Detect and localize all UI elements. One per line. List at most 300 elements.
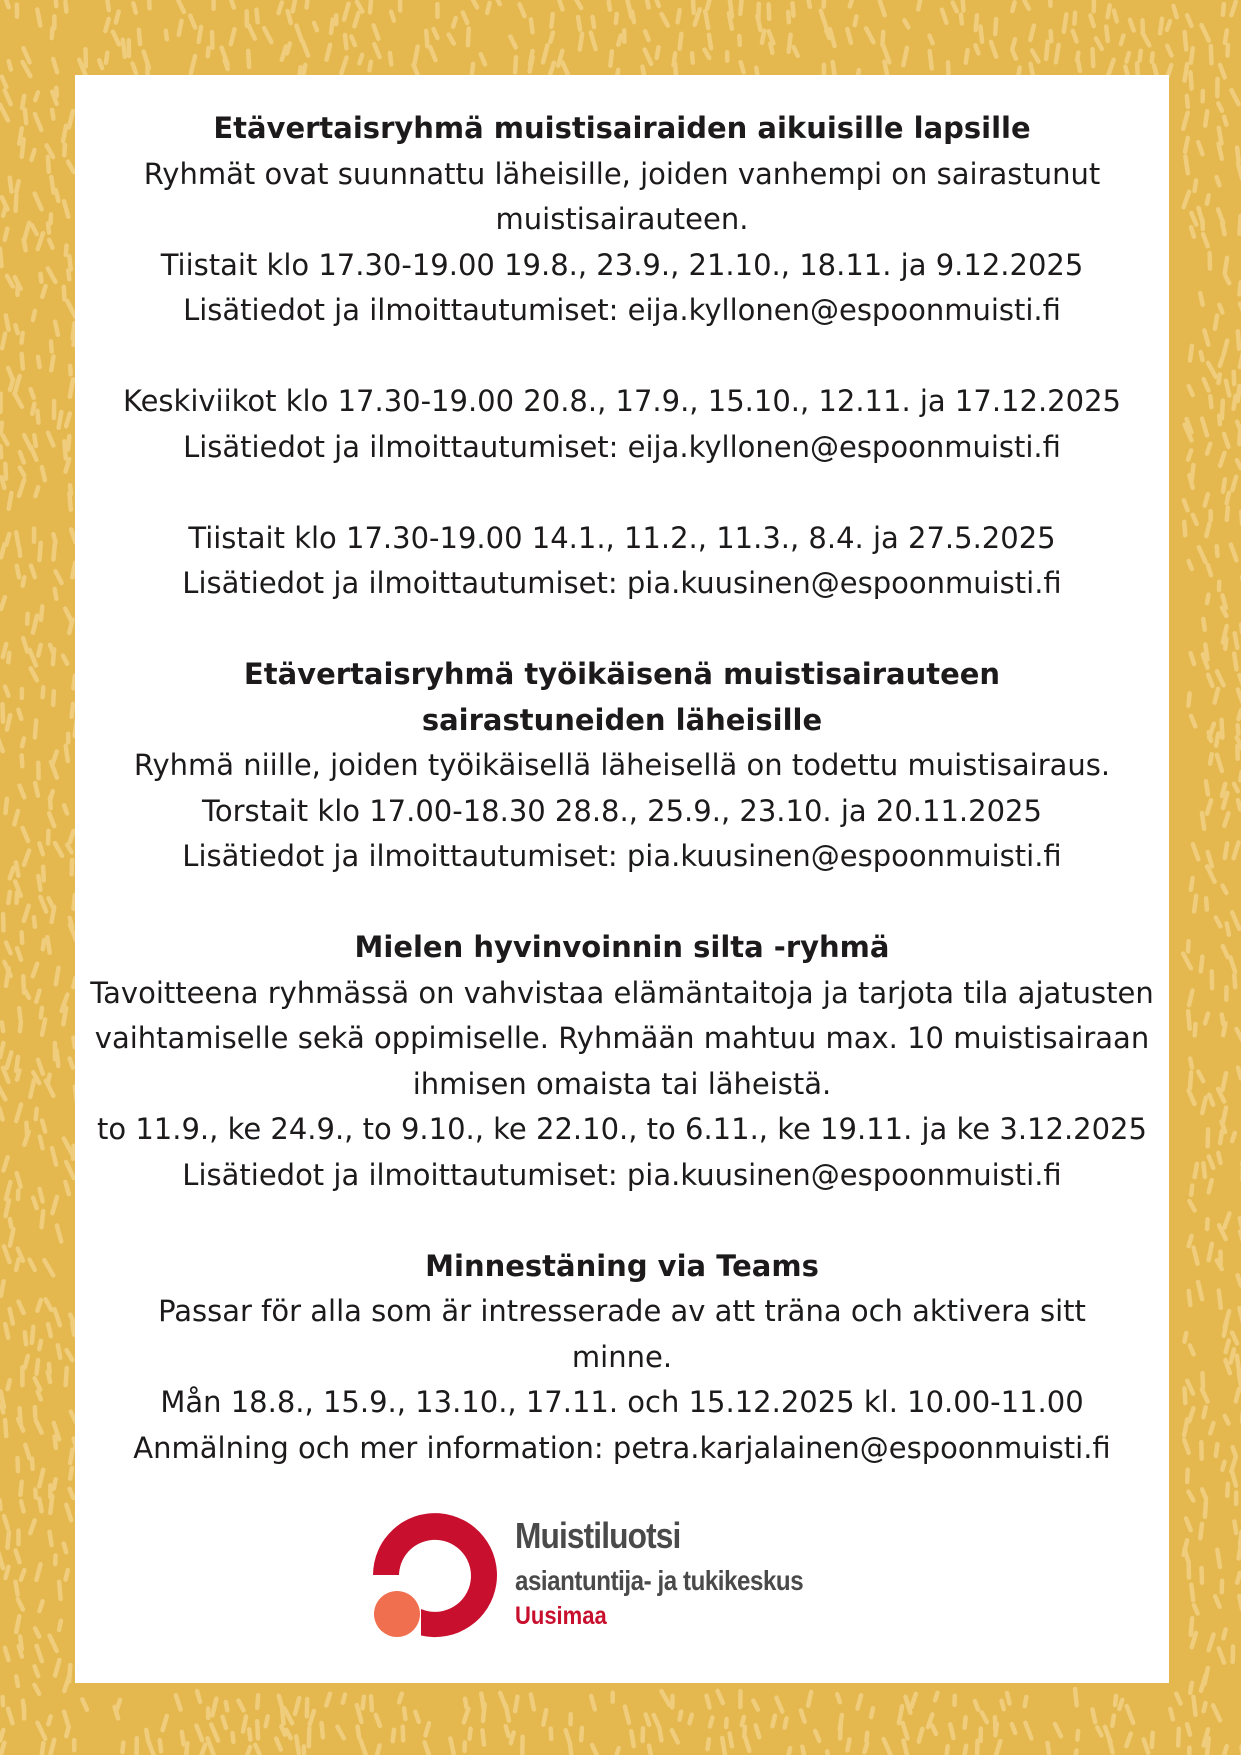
pattern-dash bbox=[769, 4, 770, 19]
pattern-dash bbox=[1234, 654, 1236, 670]
pattern-dash bbox=[65, 2, 66, 12]
pattern-dash bbox=[1210, 754, 1212, 764]
pattern-dash bbox=[51, 341, 52, 351]
pattern-dash bbox=[377, 1745, 380, 1755]
pattern-dash bbox=[1050, 0, 1051, 6]
pattern-dash bbox=[1185, 32, 1187, 50]
pattern-dash bbox=[1051, 31, 1052, 41]
pattern-dash bbox=[64, 287, 65, 300]
pattern-dash bbox=[847, 1739, 849, 1750]
pattern-dash bbox=[1222, 223, 1224, 234]
pattern-dash bbox=[531, 1694, 534, 1709]
pattern-dash bbox=[708, 1739, 709, 1749]
logo-region: Uusimaa bbox=[515, 1602, 607, 1630]
pattern-dash bbox=[1185, 157, 1188, 174]
pattern-dash bbox=[963, 0, 964, 11]
pattern-dash bbox=[1025, 1697, 1027, 1706]
session-schedule: Tiistait klo 17.30-19.00 14.1., 11.2., 11.3., 8.4. ja 27.5.2025 bbox=[188, 520, 1056, 555]
section-description: Ryhmä niille, joiden työikäisellä läheisellä on todettu muistisairaus. bbox=[133, 748, 1111, 782]
pattern-dash bbox=[678, 10, 680, 22]
pattern-dash bbox=[6, 799, 7, 813]
pattern-dash bbox=[1188, 941, 1189, 951]
pattern-dash bbox=[977, 1741, 978, 1755]
pattern-dash bbox=[287, 43, 290, 53]
pattern-dash bbox=[5, 464, 6, 479]
pattern-dash bbox=[296, 1736, 299, 1753]
pattern-dash bbox=[1193, 1697, 1195, 1715]
pattern-dash bbox=[63, 126, 66, 142]
pattern-dash bbox=[550, 33, 553, 42]
pattern-dash bbox=[27, 614, 28, 624]
pattern-dash bbox=[1154, 65, 1157, 74]
pattern-dash bbox=[1185, 1388, 1186, 1403]
pattern-dash bbox=[0, 446, 1, 457]
pattern-dash bbox=[884, 62, 887, 76]
pattern-dash bbox=[16, 1582, 18, 1595]
pattern-dash bbox=[51, 177, 53, 193]
pattern-dash bbox=[38, 1392, 41, 1400]
pattern-dash bbox=[42, 1121, 45, 1132]
pattern-dash bbox=[1210, 1423, 1213, 1433]
pattern-dash bbox=[35, 92, 38, 100]
pattern-dash bbox=[1191, 227, 1194, 237]
pattern-dash bbox=[293, 0, 296, 11]
pattern-dash bbox=[48, 223, 49, 232]
pattern-dash bbox=[680, 1712, 682, 1720]
pattern-dash bbox=[772, 1716, 775, 1727]
pattern-dash bbox=[40, 274, 41, 282]
pattern-dash bbox=[322, 1723, 323, 1737]
pattern-dash bbox=[1112, 1716, 1114, 1726]
pattern-dash bbox=[225, 60, 228, 69]
pattern-dash bbox=[6, 1567, 9, 1578]
pattern-dash bbox=[470, 1729, 471, 1739]
pattern-dash bbox=[139, 30, 140, 44]
pattern-dash bbox=[37, 411, 38, 423]
pattern-dash bbox=[981, 27, 983, 42]
pattern-dash bbox=[610, 51, 612, 65]
pattern-dash bbox=[1195, 1164, 1197, 1177]
pattern-dash bbox=[32, 1459, 33, 1469]
logo-dot-shape bbox=[374, 1591, 420, 1637]
pattern-dash bbox=[6, 534, 9, 545]
pattern-dash bbox=[1092, 1709, 1095, 1722]
pattern-dash bbox=[59, 1582, 61, 1599]
pattern-dash bbox=[1206, 781, 1208, 794]
pattern-dash bbox=[69, 620, 72, 633]
pattern-dash bbox=[426, 31, 427, 47]
pattern-dash bbox=[48, 1324, 51, 1336]
pattern-dash bbox=[40, 1601, 43, 1611]
pattern-dash bbox=[1185, 138, 1188, 152]
pattern-dash bbox=[186, 1743, 187, 1755]
pattern-dash bbox=[0, 1730, 3, 1741]
pattern-dash bbox=[1121, 36, 1124, 45]
pattern-dash bbox=[1223, 479, 1225, 491]
pattern-dash bbox=[840, 1721, 841, 1738]
pattern-dash bbox=[1201, 352, 1203, 360]
pattern-dash bbox=[1002, 1701, 1004, 1710]
pattern-dash bbox=[1064, 14, 1067, 31]
pattern-dash bbox=[1184, 1419, 1187, 1435]
pattern-dash bbox=[22, 755, 23, 766]
pattern-dash bbox=[37, 10, 40, 26]
pattern-dash bbox=[1184, 522, 1185, 536]
pattern-dash bbox=[1191, 1186, 1192, 1195]
pattern-dash bbox=[631, 1731, 633, 1746]
pattern-dash bbox=[56, 968, 59, 984]
pattern-dash bbox=[266, 1716, 268, 1726]
pattern-dash bbox=[10, 178, 12, 192]
pattern-dash bbox=[17, 566, 19, 578]
pattern-dash bbox=[1215, 316, 1217, 329]
pattern-dash bbox=[64, 805, 67, 813]
pattern-dash bbox=[32, 404, 34, 414]
pattern-dash bbox=[66, 746, 68, 761]
pattern-dash bbox=[487, 3, 489, 13]
pattern-dash bbox=[1205, 111, 1207, 125]
pattern-dash bbox=[43, 867, 44, 881]
pattern-dash bbox=[53, 534, 55, 543]
pattern-dash bbox=[288, 11, 291, 23]
pattern-dash bbox=[22, 333, 23, 343]
pattern-dash bbox=[1056, 45, 1059, 62]
pattern-dash bbox=[722, 1738, 725, 1755]
pattern-dash bbox=[472, 64, 473, 75]
pattern-dash bbox=[42, 1211, 44, 1227]
pattern-dash bbox=[0, 1109, 3, 1120]
pattern-dash bbox=[789, 35, 791, 52]
pattern-dash bbox=[36, 1109, 37, 1119]
pattern-dash bbox=[483, 1704, 485, 1721]
pattern-dash bbox=[1187, 1470, 1188, 1482]
pattern-dash bbox=[1189, 1291, 1191, 1305]
pattern-dash bbox=[1239, 1546, 1241, 1559]
pattern-dash bbox=[1190, 1059, 1192, 1068]
pattern-dash bbox=[8, 653, 9, 663]
pattern-dash bbox=[257, 1695, 258, 1708]
session-contact: Lisätiedot ja ilmoittautumiset: pia.kuusinen@espoonmuisti.fi bbox=[182, 1157, 1062, 1192]
pattern-dash bbox=[22, 96, 24, 108]
pattern-dash bbox=[345, 35, 346, 48]
pattern-dash bbox=[1178, 1729, 1179, 1746]
spacer bbox=[75, 334, 1169, 380]
pattern-dash bbox=[1225, 30, 1227, 42]
section-description: Ryhmät ovat suunnattu läheisille, joiden vanhempi on sairastunut muistisairauteen. bbox=[143, 156, 1101, 236]
pattern-dash bbox=[453, 18, 456, 27]
pattern-dash bbox=[710, 1718, 713, 1727]
pattern-dash bbox=[511, 1732, 514, 1743]
pattern-dash bbox=[1191, 878, 1193, 890]
pattern-dash bbox=[35, 1490, 36, 1498]
pattern-dash bbox=[50, 1496, 52, 1513]
pattern-dash bbox=[1209, 732, 1211, 741]
pattern-dash bbox=[1204, 1703, 1206, 1711]
pattern-dash bbox=[1077, 1731, 1078, 1740]
pattern-dash bbox=[415, 47, 418, 64]
pattern-dash bbox=[70, 366, 71, 374]
pattern-dash bbox=[864, 1743, 867, 1752]
pattern-dash bbox=[9, 61, 11, 69]
pattern-dash bbox=[930, 36, 933, 44]
pattern-dash bbox=[1093, 49, 1094, 66]
pattern-dash bbox=[730, 1734, 732, 1747]
session-schedule: Tiistait klo 17.30-19.00 19.8., 23.9., 21.10., 18.11. ja 9.12.2025 bbox=[160, 247, 1084, 282]
pattern-dash bbox=[1238, 386, 1240, 401]
pattern-dash bbox=[1114, 11, 1117, 22]
pattern-dash bbox=[73, 1146, 74, 1159]
pattern-dash bbox=[1236, 1389, 1239, 1401]
pattern-dash bbox=[16, 195, 17, 211]
section-title: Mielen hyvinvoinnin silta -ryhmä bbox=[354, 930, 890, 964]
pattern-dash bbox=[149, 0, 150, 8]
pattern-dash bbox=[551, 1729, 552, 1739]
pattern-dash bbox=[1189, 1236, 1192, 1246]
pattern-dash bbox=[935, 1693, 938, 1701]
pattern-dash bbox=[403, 1727, 404, 1741]
pattern-dash bbox=[1, 423, 2, 433]
pattern-dash bbox=[20, 1482, 21, 1495]
pattern-dash bbox=[1174, 6, 1177, 17]
pattern-dash bbox=[1201, 957, 1203, 972]
pattern-dash bbox=[1231, 1349, 1234, 1362]
pattern-dash bbox=[649, 1746, 651, 1754]
pattern-dash bbox=[56, 190, 59, 201]
pattern-dash bbox=[1075, 1689, 1077, 1705]
pattern-dash bbox=[1046, 42, 1048, 59]
section-adult-children bbox=[75, 106, 1169, 607]
pattern-dash bbox=[72, 860, 73, 874]
pattern-dash bbox=[331, 19, 333, 33]
pattern-dash bbox=[2, 334, 5, 349]
pattern-dash bbox=[1237, 1573, 1240, 1583]
pattern-dash bbox=[179, 21, 182, 35]
session-schedule: to 11.9., ke 24.9., to 9.10., ke 22.10., to 6.11., ke 19.11. ja ke 3.12.2025 bbox=[97, 1112, 1147, 1146]
pattern-dash bbox=[1209, 1180, 1212, 1192]
pattern-dash bbox=[616, 1748, 619, 1755]
pattern-dash bbox=[1223, 4, 1224, 15]
pattern-dash bbox=[616, 14, 617, 23]
pattern-dash bbox=[741, 62, 744, 72]
section-title: Etävertaisryhmä työikäisenä muistisairauteen sairastuneiden läheisille bbox=[243, 657, 1001, 737]
section-memory-training bbox=[75, 1244, 1169, 1472]
pattern-dash bbox=[55, 1437, 56, 1448]
content-panel bbox=[75, 75, 1169, 1683]
pattern-dash bbox=[1219, 416, 1220, 425]
pattern-dash bbox=[66, 1727, 69, 1737]
pattern-dash bbox=[1237, 1356, 1239, 1372]
pattern-dash bbox=[1012, 1724, 1015, 1733]
pattern-dash bbox=[25, 110, 26, 124]
pattern-dash bbox=[807, 0, 810, 7]
pattern-dash bbox=[793, 3, 794, 15]
section-silta-group bbox=[75, 925, 1169, 1198]
pattern-dash bbox=[35, 783, 38, 796]
muistiluotsi-logo bbox=[373, 1513, 893, 1638]
pattern-dash bbox=[1195, 181, 1197, 192]
pattern-dash bbox=[1203, 1373, 1204, 1387]
pattern-dash bbox=[1152, 53, 1153, 61]
pattern-dash bbox=[399, 1694, 402, 1703]
pattern-dash bbox=[1222, 784, 1225, 796]
pattern-dash bbox=[1013, 39, 1016, 48]
pattern-dash bbox=[1207, 195, 1209, 204]
pattern-dash bbox=[1239, 431, 1240, 444]
session-contact: Lisätiedot ja ilmoittautumiset: eija.kyllonen@espoonmuisti.fi bbox=[183, 429, 1061, 464]
pattern-dash bbox=[1208, 565, 1211, 575]
pattern-dash bbox=[166, 31, 167, 40]
pattern-dash bbox=[3, 704, 4, 722]
pattern-dash bbox=[257, 10, 258, 23]
pattern-dash bbox=[8, 892, 10, 903]
pattern-dash bbox=[950, 1724, 953, 1738]
pattern-dash bbox=[866, 1733, 867, 1741]
pattern-dash bbox=[51, 356, 53, 370]
pattern-dash bbox=[10, 379, 13, 390]
pattern-dash bbox=[22, 354, 23, 369]
pattern-dash bbox=[6, 315, 9, 329]
pattern-dash bbox=[122, 1743, 123, 1752]
pattern-dash bbox=[1160, 19, 1162, 34]
pattern-dash bbox=[742, 1717, 744, 1725]
session-contact: Anmälning och mer information: petra.karjalainen@espoonmuisti.fi bbox=[133, 1430, 1111, 1465]
pattern-dash bbox=[1031, 64, 1034, 76]
pattern-dash bbox=[116, 12, 119, 23]
pattern-dash bbox=[226, 1702, 228, 1710]
pattern-dash bbox=[33, 311, 35, 320]
session-schedule: Mån 18.8., 15.9., 13.10., 17.11. och 15.12.2025 kl. 10.00-11.00 bbox=[160, 1385, 1084, 1419]
pattern-dash bbox=[38, 357, 40, 367]
pattern-dash bbox=[19, 1646, 22, 1656]
pattern-dash bbox=[787, 1748, 790, 1755]
pattern-dash bbox=[21, 1570, 24, 1580]
pattern-dash bbox=[530, 57, 533, 72]
pattern-dash bbox=[248, 51, 249, 67]
pattern-dash bbox=[1233, 1447, 1236, 1456]
pattern-dash bbox=[49, 240, 52, 248]
pattern-dash bbox=[70, 380, 73, 397]
pattern-dash bbox=[106, 0, 108, 10]
pattern-dash bbox=[370, 0, 371, 12]
pattern-dash bbox=[1140, 51, 1141, 61]
pattern-dash bbox=[1007, 1693, 1009, 1704]
pattern-dash bbox=[32, 150, 35, 160]
pattern-dash bbox=[1200, 293, 1203, 305]
pattern-dash bbox=[1223, 1023, 1225, 1035]
pattern-dash bbox=[1216, 1444, 1218, 1456]
pattern-dash bbox=[41, 1008, 42, 1018]
pattern-dash bbox=[1188, 450, 1191, 459]
pattern-dash bbox=[18, 1458, 19, 1471]
pattern-dash bbox=[632, 12, 634, 23]
pattern-dash bbox=[72, 1322, 74, 1334]
pattern-dash bbox=[70, 1450, 72, 1464]
pattern-dash bbox=[160, 1740, 161, 1751]
pattern-dash bbox=[965, 1717, 966, 1727]
pattern-dash bbox=[5, 1324, 8, 1338]
pattern-dash bbox=[729, 13, 732, 29]
pattern-dash bbox=[1222, 1015, 1224, 1025]
pattern-dash bbox=[9, 493, 12, 509]
pattern-dash bbox=[197, 1691, 200, 1702]
pattern-dash bbox=[1227, 493, 1229, 503]
pattern-dash bbox=[468, 29, 469, 46]
pattern-dash bbox=[1219, 1291, 1221, 1308]
pattern-dash bbox=[16, 862, 19, 875]
pattern-dash bbox=[808, 1692, 811, 1706]
pattern-dash bbox=[1074, 13, 1075, 24]
pattern-dash bbox=[465, 1699, 466, 1708]
pattern-dash bbox=[1205, 1014, 1208, 1024]
pattern-dash bbox=[1206, 524, 1209, 537]
pattern-dash bbox=[1234, 975, 1235, 987]
pattern-dash bbox=[1205, 494, 1208, 505]
pattern-dash bbox=[966, 50, 968, 63]
pattern-dash bbox=[1, 477, 4, 488]
pattern-dash bbox=[918, 0, 920, 10]
pattern-dash bbox=[1235, 633, 1238, 647]
logo-title: Muistiluotsi bbox=[515, 1515, 681, 1556]
pattern-dash bbox=[55, 0, 56, 6]
pattern-dash bbox=[1205, 1502, 1206, 1517]
pattern-dash bbox=[16, 532, 18, 545]
pattern-dash bbox=[22, 738, 24, 746]
pattern-dash bbox=[16, 325, 18, 333]
pattern-dash bbox=[66, 1570, 68, 1580]
pattern-dash bbox=[1240, 216, 1241, 234]
session-contact: Lisätiedot ja ilmoittautumiset: eija.kyllonen@espoonmuisti.fi bbox=[183, 293, 1061, 327]
pattern-dash bbox=[1203, 1407, 1205, 1417]
pattern-dash bbox=[59, 1621, 61, 1630]
pattern-dash bbox=[1127, 53, 1129, 62]
pattern-dash bbox=[757, 16, 760, 30]
pattern-dash bbox=[53, 544, 54, 559]
pattern-dash bbox=[40, 1189, 43, 1202]
pattern-dash bbox=[930, 51, 932, 68]
pattern-dash bbox=[1207, 444, 1210, 454]
section-working-age bbox=[75, 652, 1169, 880]
pattern-dash bbox=[827, 1751, 828, 1755]
pattern-dash bbox=[482, 1730, 484, 1744]
pattern-dash bbox=[64, 145, 65, 156]
pattern-dash bbox=[66, 1368, 67, 1385]
pattern-dash bbox=[1108, 5, 1110, 17]
pattern-dash bbox=[1217, 1550, 1220, 1567]
pattern-dash bbox=[36, 991, 39, 1002]
pattern-dash bbox=[618, 35, 621, 44]
pattern-dash bbox=[6, 968, 9, 986]
pattern-dash bbox=[48, 1372, 50, 1382]
pattern-dash bbox=[1219, 305, 1222, 313]
pattern-dash bbox=[1234, 396, 1236, 409]
pattern-dash bbox=[53, 649, 54, 664]
pattern-dash bbox=[34, 917, 35, 926]
pattern-dash bbox=[1217, 177, 1220, 185]
pattern-dash bbox=[1187, 1724, 1190, 1735]
pattern-dash bbox=[551, 14, 553, 27]
pattern-dash bbox=[1224, 117, 1226, 125]
pattern-dash bbox=[531, 19, 533, 32]
pattern-dash bbox=[1217, 546, 1218, 556]
pattern-dash bbox=[1225, 258, 1227, 274]
pattern-dash bbox=[55, 589, 57, 599]
section-description: Passar för alla som är intresserade av att träna och aktivera sitt minne. bbox=[158, 1294, 1086, 1374]
pattern-dash bbox=[199, 27, 202, 42]
pattern-dash bbox=[8, 1532, 9, 1548]
pattern-dash bbox=[41, 606, 42, 620]
pattern-dash bbox=[0, 249, 2, 267]
pattern-dash bbox=[785, 1718, 787, 1727]
